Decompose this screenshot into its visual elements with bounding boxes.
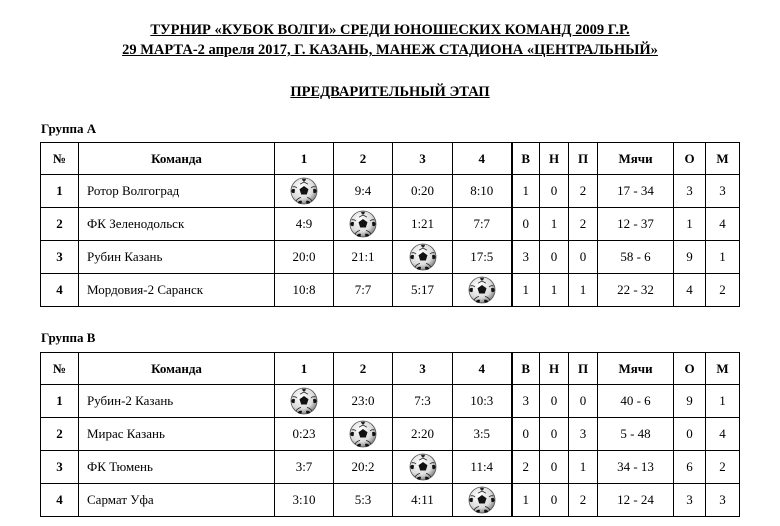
group-a-label: Группа А	[41, 121, 97, 136]
stage-title: ПРЕДВАРИТЕЛЬНЫЙ ЭТАП	[290, 84, 490, 100]
group-b-label: Группа В	[41, 330, 96, 345]
losses: 1	[569, 274, 598, 307]
column-header-c1: 1	[275, 143, 334, 175]
tournament-dates-venue: 29 МАРТА-2 апреля 2017, Г. КАЗАНЬ, МАНЕЖ СТАДИОНА «ЦЕНТРАЛЬНЫЙ»	[122, 42, 658, 58]
draws: 1	[540, 274, 569, 307]
column-header-team: Команда	[79, 353, 275, 385]
column-header-c2: 2	[334, 143, 393, 175]
team-number: 1	[41, 385, 79, 418]
column-header-pts: О	[674, 143, 706, 175]
table-row	[41, 175, 740, 208]
team-name: Рубин-2 Казань	[79, 385, 275, 418]
wins: 1	[512, 175, 540, 208]
draws: 1	[540, 208, 569, 241]
column-header-num: №	[41, 353, 79, 385]
column-header-d: Н	[540, 353, 569, 385]
wins: 2	[512, 451, 540, 484]
goals: 58 - 6	[598, 241, 674, 274]
goals: 34 - 13	[598, 451, 674, 484]
column-header-w: В	[512, 353, 540, 385]
header-row	[41, 143, 740, 175]
header-row	[41, 353, 740, 385]
match-score: 8:10	[453, 175, 512, 208]
match-score: 17:5	[453, 241, 512, 274]
draws: 0	[540, 418, 569, 451]
match-score: 0:20	[393, 175, 453, 208]
soccer-ball-icon	[468, 486, 496, 514]
wins: 0	[512, 418, 540, 451]
column-header-c2: 2	[334, 353, 393, 385]
column-header-c3: 3	[393, 353, 453, 385]
team-name: ФК Тюмень	[79, 451, 275, 484]
goals: 12 - 37	[598, 208, 674, 241]
self-match-cell	[275, 385, 334, 418]
self-match-cell	[453, 274, 512, 307]
table-row	[41, 451, 740, 484]
self-match-cell	[393, 451, 453, 484]
column-header-l: П	[569, 353, 598, 385]
soccer-ball-icon	[409, 453, 437, 481]
draws: 0	[540, 385, 569, 418]
table-row	[41, 484, 740, 517]
column-header-w: В	[512, 143, 540, 175]
points: 6	[674, 451, 706, 484]
column-header-c1: 1	[275, 353, 334, 385]
goals: 5 - 48	[598, 418, 674, 451]
draws: 0	[540, 175, 569, 208]
place: 4	[706, 208, 740, 241]
tournament-title: ТУРНИР «КУБОК ВОЛГИ» СРЕДИ ЮНОШЕСКИХ КОМАНД 2009 Г.Р.	[150, 22, 630, 38]
table-row	[41, 241, 740, 274]
team-name: Сармат Уфа	[79, 484, 275, 517]
column-header-l: П	[569, 143, 598, 175]
match-score: 20:2	[334, 451, 393, 484]
match-score: 3:5	[453, 418, 512, 451]
match-score: 2:20	[393, 418, 453, 451]
points: 4	[674, 274, 706, 307]
draws: 0	[540, 241, 569, 274]
column-header-c4: 4	[453, 353, 512, 385]
goals: 40 - 6	[598, 385, 674, 418]
match-score: 3:7	[275, 451, 334, 484]
soccer-ball-icon	[349, 420, 377, 448]
points: 0	[674, 418, 706, 451]
table-row	[41, 418, 740, 451]
column-header-c4: 4	[453, 143, 512, 175]
losses: 2	[569, 208, 598, 241]
self-match-cell	[275, 175, 334, 208]
wins: 0	[512, 208, 540, 241]
wins: 3	[512, 241, 540, 274]
team-name: Рубин Казань	[79, 241, 275, 274]
team-name: Ротор Волгоград	[79, 175, 275, 208]
wins: 1	[512, 484, 540, 517]
match-score: 11:4	[453, 451, 512, 484]
team-name: ФК Зеленодольск	[79, 208, 275, 241]
place: 3	[706, 175, 740, 208]
column-header-place: М	[706, 143, 740, 175]
draws: 0	[540, 484, 569, 517]
match-score: 7:7	[334, 274, 393, 307]
column-header-num: №	[41, 143, 79, 175]
place: 4	[706, 418, 740, 451]
group-a-table	[40, 142, 740, 307]
team-number: 1	[41, 175, 79, 208]
column-header-goals: Мячи	[598, 353, 674, 385]
match-score: 0:23	[275, 418, 334, 451]
match-score: 5:17	[393, 274, 453, 307]
place: 2	[706, 274, 740, 307]
team-number: 3	[41, 451, 79, 484]
column-header-d: Н	[540, 143, 569, 175]
soccer-ball-icon	[290, 387, 318, 415]
match-score: 20:0	[275, 241, 334, 274]
match-score: 4:9	[275, 208, 334, 241]
team-number: 2	[41, 418, 79, 451]
points: 3	[674, 175, 706, 208]
match-score: 9:4	[334, 175, 393, 208]
column-header-goals: Мячи	[598, 143, 674, 175]
match-score: 10:3	[453, 385, 512, 418]
match-score: 5:3	[334, 484, 393, 517]
place: 1	[706, 241, 740, 274]
goals: 22 - 32	[598, 274, 674, 307]
losses: 1	[569, 451, 598, 484]
group-b-table	[40, 352, 740, 517]
match-score: 3:10	[275, 484, 334, 517]
wins: 1	[512, 274, 540, 307]
points: 1	[674, 208, 706, 241]
losses: 0	[569, 241, 598, 274]
points: 9	[674, 241, 706, 274]
team-number: 4	[41, 484, 79, 517]
losses: 2	[569, 484, 598, 517]
match-score: 7:7	[453, 208, 512, 241]
team-name: Мирас Казань	[79, 418, 275, 451]
match-score: 21:1	[334, 241, 393, 274]
draws: 0	[540, 451, 569, 484]
team-number: 4	[41, 274, 79, 307]
column-header-team: Команда	[79, 143, 275, 175]
table-row	[41, 385, 740, 418]
self-match-cell	[334, 208, 393, 241]
column-header-pts: О	[674, 353, 706, 385]
team-name: Мордовия-2 Саранск	[79, 274, 275, 307]
goals: 17 - 34	[598, 175, 674, 208]
soccer-ball-icon	[468, 276, 496, 304]
goals: 12 - 24	[598, 484, 674, 517]
soccer-ball-icon	[349, 210, 377, 238]
points: 9	[674, 385, 706, 418]
team-number: 2	[41, 208, 79, 241]
self-match-cell	[334, 418, 393, 451]
match-score: 23:0	[334, 385, 393, 418]
match-score: 7:3	[393, 385, 453, 418]
match-score: 10:8	[275, 274, 334, 307]
self-match-cell	[393, 241, 453, 274]
losses: 3	[569, 418, 598, 451]
points: 3	[674, 484, 706, 517]
losses: 2	[569, 175, 598, 208]
table-row	[41, 208, 740, 241]
soccer-ball-icon	[409, 243, 437, 271]
match-score: 1:21	[393, 208, 453, 241]
column-header-place: М	[706, 353, 740, 385]
team-number: 3	[41, 241, 79, 274]
match-score: 4:11	[393, 484, 453, 517]
self-match-cell	[453, 484, 512, 517]
losses: 0	[569, 385, 598, 418]
soccer-ball-icon	[290, 177, 318, 205]
column-header-c3: 3	[393, 143, 453, 175]
table-row	[41, 274, 740, 307]
wins: 3	[512, 385, 540, 418]
place: 1	[706, 385, 740, 418]
place: 3	[706, 484, 740, 517]
place: 2	[706, 451, 740, 484]
